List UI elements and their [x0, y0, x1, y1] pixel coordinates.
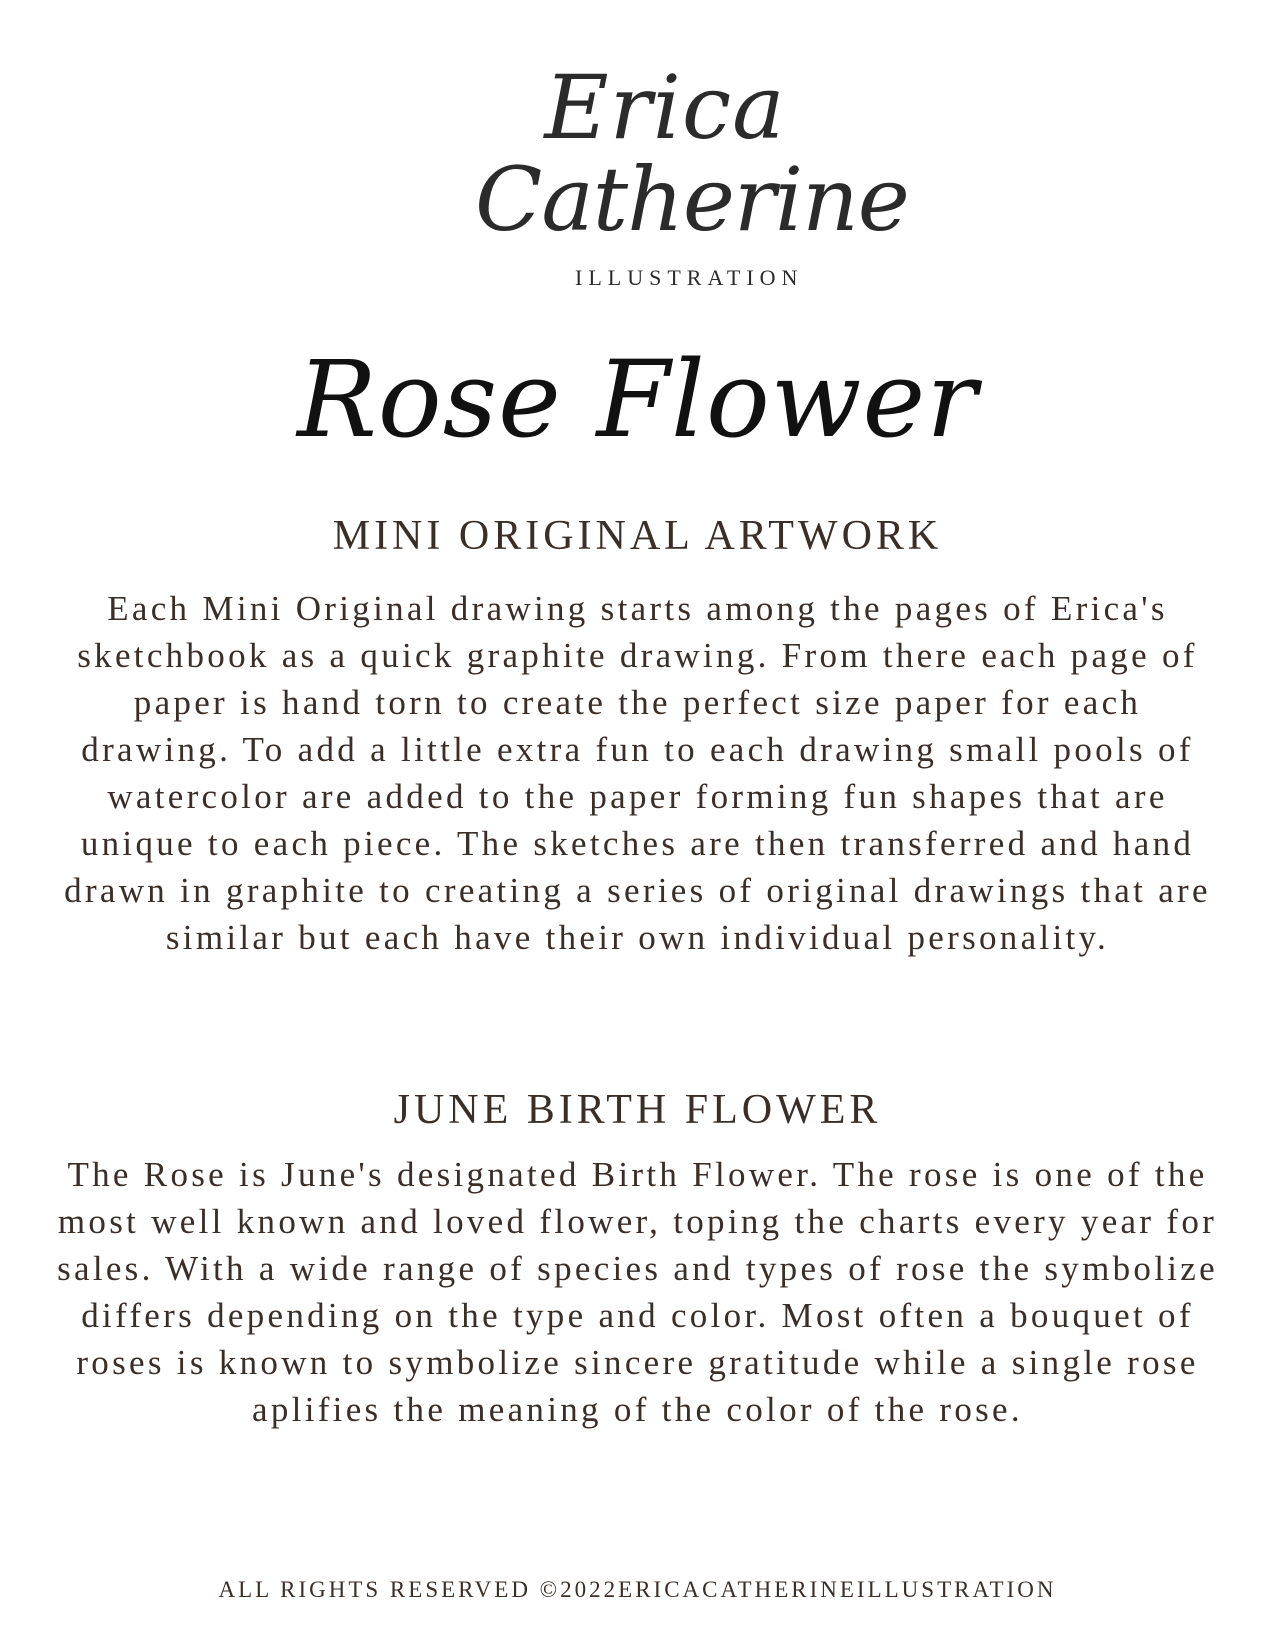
section-heading-mini-original: MINI ORIGINAL ARTWORK	[332, 513, 943, 559]
section-body-mini-original: Each Mini Original drawing starts among the pages of Erica's sketchbook as a quick graphite drawing. From there each page of paper is hand torn to create the perfect size paper for each drawing. To add a little extra fun to each drawing small pools of watercolor are added to the paper forming fun shapes that are unique to each piece. The sketches are then transferred and hand drawn in graphite to creating a series of original drawings that are similar but each have their own individual personality.	[64, 589, 1211, 957]
logo-first-name: Erica	[544, 56, 786, 159]
section-heading-birth-flower: JUNE BIRTH FLOWER	[393, 1087, 882, 1133]
logo-subtitle: ILLUSTRATION	[575, 265, 804, 290]
section-body-birth-flower: The Rose is June's designated Birth Flower. The rose is one of the most well known and loved flower, toping the charts every year for sales. With a wide range of species and types of rose the symbolize differs depending on the type and color. Most often a bouquet of roses is known to symbolize sincere gratitude while a single rose aplifies the meaning of the color of the rose.	[57, 1155, 1218, 1429]
logo-last-name: Catherine	[475, 148, 909, 251]
brand-logo	[475, 56, 909, 308]
copyright-footer: ALL RIGHTS RESERVED ©2022ERICACATHERINEILLUSTRATION	[218, 1577, 1057, 1602]
page-title: Rose Flower	[297, 338, 978, 461]
